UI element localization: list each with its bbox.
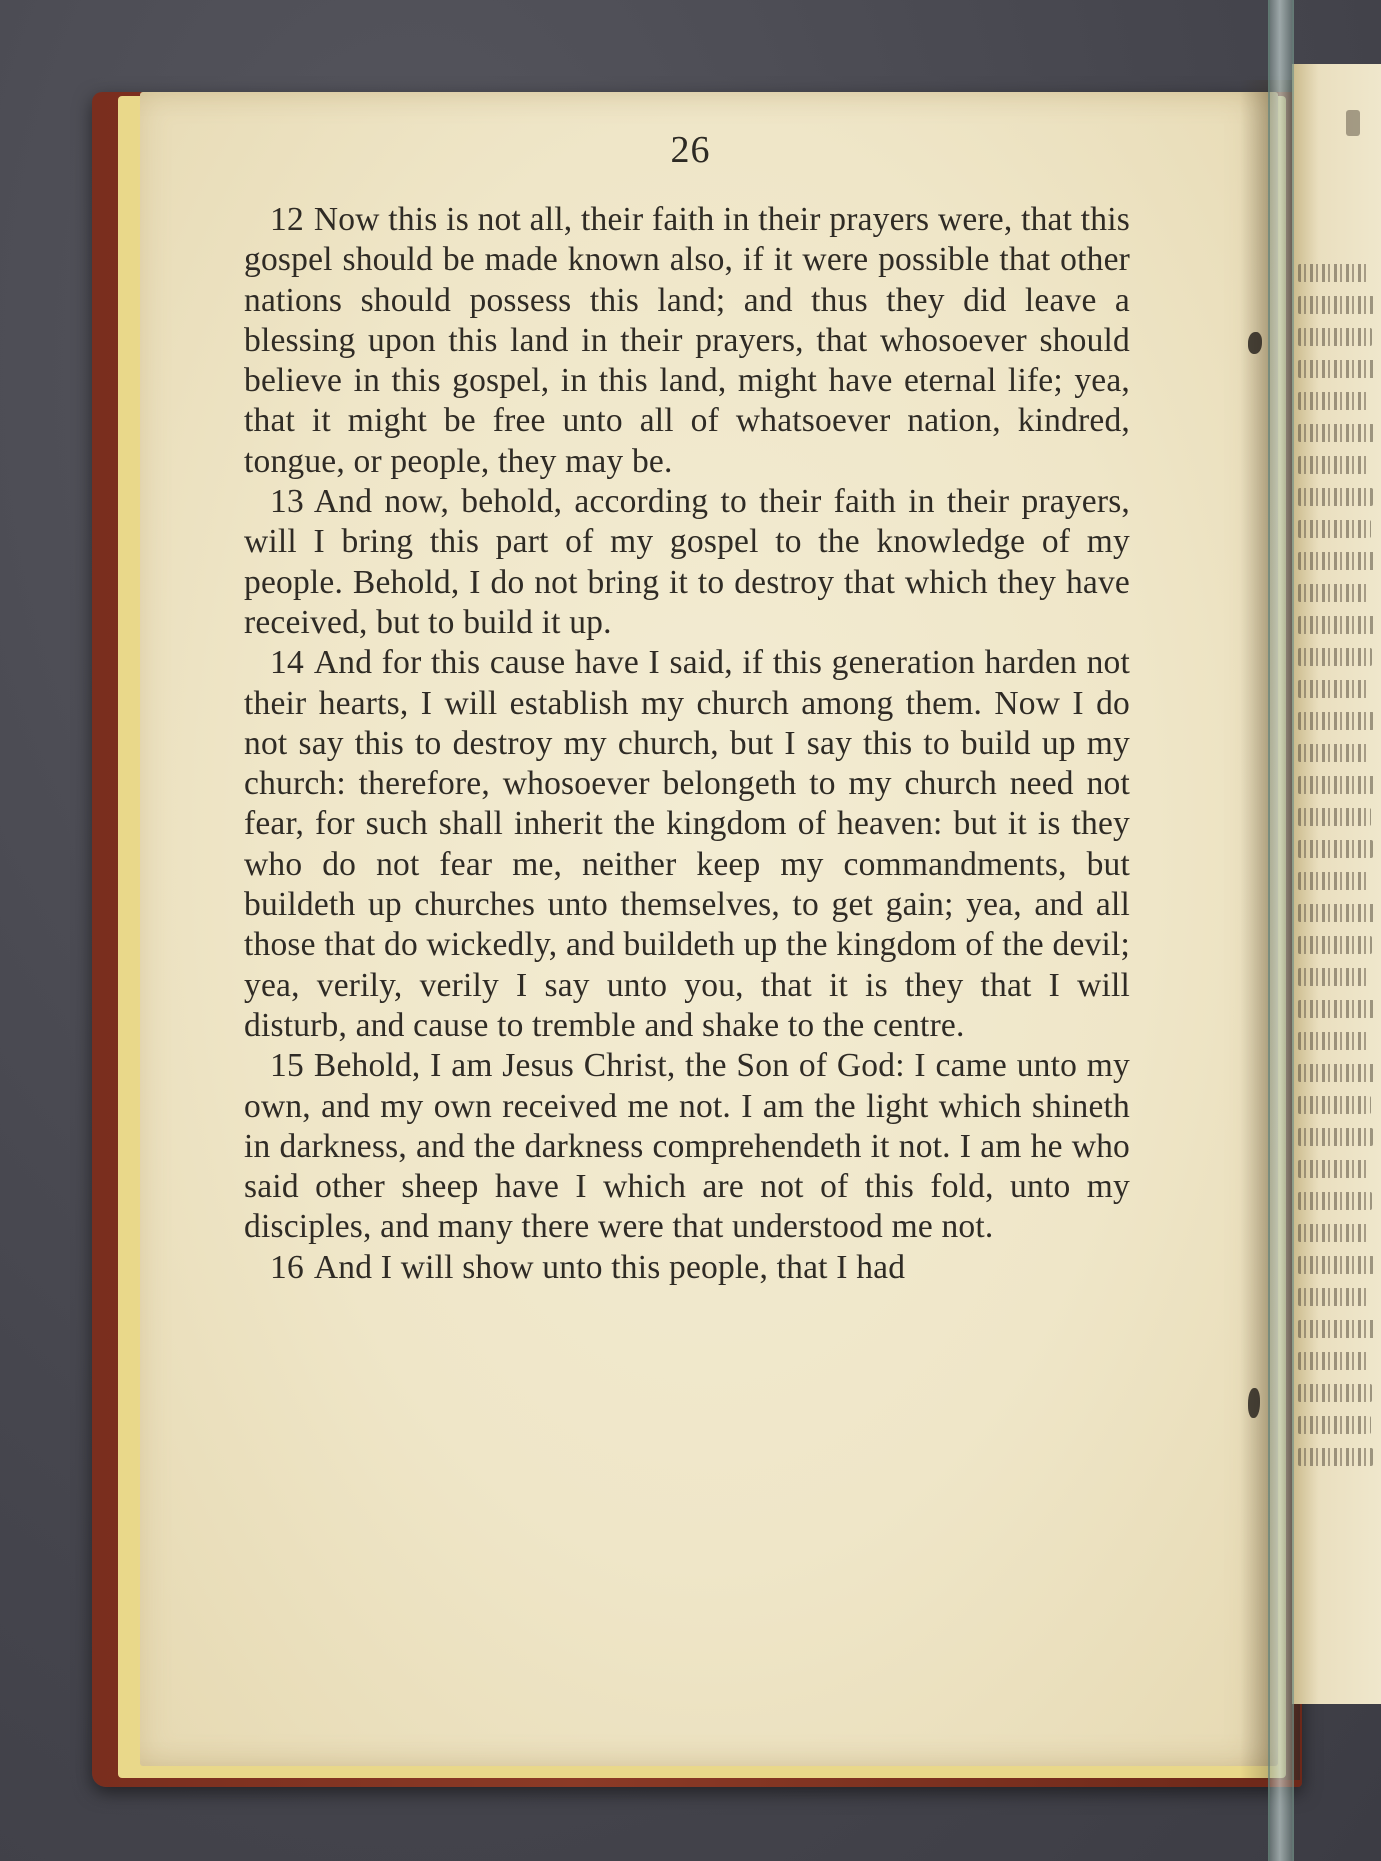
- facing-text-line: [1298, 680, 1368, 698]
- verse-text: And for this cause have I said, if this generation harden not their hearts, I will establish my church among them. Now I do not say this to destroy my church, but I say this to build up my church: therefore, whosoever belongeth to my church need not fear, for such shall inherit the kingdom of heaven: but it is they who do not fear me, neither keep my commandments, but buildeth up churches unto themselves, to get gain; yea, and all those that do wickedly, and buildeth up the kingdom of the devil; yea, verily, verily I say unto you, that it is they that I will disturb, and cause to tremble and shake to the centre.: [244, 644, 1130, 1044]
- facing-page-text: [1292, 264, 1381, 1480]
- facing-text-line: [1298, 1416, 1371, 1434]
- verse-number: 13: [270, 483, 304, 521]
- page-number: 26: [670, 129, 711, 171]
- facing-text-line: [1298, 296, 1374, 314]
- facing-text-line: [1298, 360, 1376, 378]
- facing-text-line: [1298, 392, 1370, 410]
- facing-text-line: [1298, 456, 1368, 474]
- verse-number: 16: [270, 1248, 304, 1286]
- facing-text-line: [1298, 904, 1375, 922]
- facing-page: [1292, 64, 1381, 1704]
- facing-text-line: [1298, 1192, 1372, 1210]
- facing-text-line: [1298, 488, 1373, 506]
- facing-text-line: [1298, 552, 1375, 570]
- facing-text-line: [1298, 744, 1370, 762]
- verse-12: [244, 200, 1130, 482]
- verse-number: 15: [270, 1047, 304, 1085]
- verse-text: And now, behold, according to their faith in their prayers, will I bring this part of my gospel to the knowledge of my people. Behold, I do not bring it to destroy that which they have received, but to build it up.: [244, 483, 1130, 641]
- facing-text-line: [1298, 520, 1371, 538]
- facing-text-line: [1298, 1032, 1368, 1050]
- glass-weight: [1268, 0, 1294, 1861]
- facing-text-line: [1298, 872, 1368, 890]
- facing-text-line: [1298, 808, 1371, 826]
- verse-14: [244, 643, 1130, 1046]
- facing-text-line: [1298, 1384, 1372, 1402]
- page-text: [244, 200, 1130, 1288]
- ink-mark: [1248, 1388, 1260, 1418]
- facing-text-line: [1298, 1000, 1374, 1018]
- facing-text-line: [1298, 840, 1373, 858]
- facing-text-line: [1298, 1288, 1370, 1306]
- facing-text-line: [1298, 1256, 1374, 1274]
- verse-13: [244, 482, 1130, 643]
- facing-text-line: [1298, 1352, 1368, 1370]
- facing-text-line: [1298, 424, 1374, 442]
- verse-15: [244, 1046, 1130, 1247]
- facing-text-line: [1298, 1448, 1373, 1466]
- facing-text-line: [1298, 1224, 1368, 1242]
- facing-text-line: [1298, 1160, 1369, 1178]
- facing-text-line: [1298, 712, 1374, 730]
- facing-text-line: [1298, 1096, 1371, 1114]
- facing-text-line: [1298, 584, 1369, 602]
- verse-text: Behold, I am Jesus Christ, the Son of God: I came unto my own, and my own received me not. I am the light which shineth in darkness, and the darkness comprehendeth it not. I am he who said other sheep have I which are not of this fold, unto my disciples, and many there were that understood me not.: [244, 1047, 1130, 1246]
- ink-mark: [1248, 332, 1262, 354]
- verse-text: Now this is not all, their faith in their prayers were, that this gospel should be made known also, if it were possible that other nations should possess this land; and thus they did leave a blessing upon this land in their prayers, that whosoever should believe in this gospel, in this land, might have eternal life; yea, that it might be free unto all of whatsoever nation, kindred, tongue, or people, they may be.: [244, 201, 1130, 480]
- facing-text-line: [1298, 936, 1372, 954]
- verse-number: 12: [270, 201, 304, 238]
- facing-text-line: [1298, 264, 1368, 282]
- verse-16: [244, 1248, 1130, 1288]
- facing-text-line: [1298, 648, 1372, 666]
- verse-number: 14: [270, 644, 304, 682]
- facing-text-line: [1298, 1320, 1375, 1338]
- facing-text-line: [1298, 328, 1372, 346]
- facing-text-line: [1298, 1128, 1373, 1146]
- facing-text-line: [1298, 1064, 1376, 1082]
- facing-text-line: [1298, 776, 1376, 794]
- facing-text-line: [1298, 616, 1376, 634]
- facing-text-line: [1298, 968, 1370, 986]
- verse-text: And I will show unto this people, that I had: [313, 1248, 906, 1286]
